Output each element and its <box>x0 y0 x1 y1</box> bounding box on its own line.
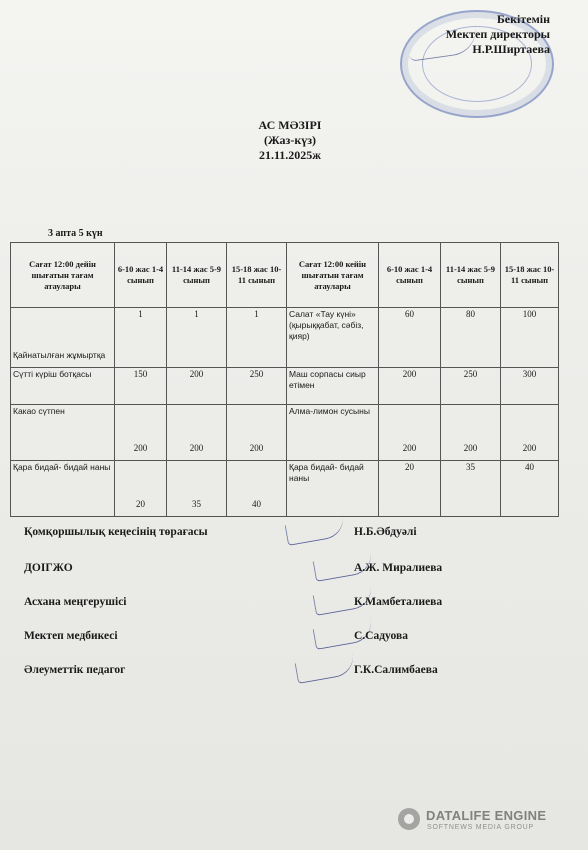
table-cell: 60 <box>379 308 441 368</box>
watermark <box>398 806 568 836</box>
table-cell: 35 <box>167 461 227 517</box>
table-cell: 40 <box>227 461 287 517</box>
header-cell: 11-14 жас 5-9 сынып <box>167 243 227 308</box>
table-cell: Қара бидай- бидай наны <box>11 461 115 517</box>
table-cell: 1 <box>167 308 227 368</box>
table-cell: 200 <box>115 405 167 461</box>
document-date: 21.11.2025ж <box>258 148 322 162</box>
table-cell: Қара бидай- бидай наны <box>287 461 379 517</box>
table-cell: 200 <box>441 405 501 461</box>
header-cell: 15-18 жас 10-11 сынып <box>501 243 559 308</box>
signer-role: Қомқоршылық кеңесінің төрағасы <box>24 526 208 538</box>
header-cell: 6-10 жас 1-4 сынып <box>379 243 441 308</box>
approval-line1: Бекітемін <box>496 12 550 26</box>
signer-name: А.Ж. Миралиева <box>354 562 443 574</box>
document-season: (Жаз-күз) <box>263 133 317 147</box>
table-cell: 300 <box>501 368 559 405</box>
table-row <box>11 368 559 405</box>
document-title: АС МӘЗІРІ <box>258 118 322 132</box>
approval-line3: Н.Р.Ширтаева <box>472 42 550 56</box>
table-cell: Сүтті күріш ботқасы <box>11 368 115 405</box>
table-cell: Алма-лимон сусыны <box>287 405 379 461</box>
datalife-logo-icon <box>398 808 420 830</box>
signer-row <box>24 562 564 584</box>
table-cell: 100 <box>501 308 559 368</box>
signer-row <box>24 596 564 618</box>
document-heading <box>170 118 410 163</box>
table-row <box>11 405 559 461</box>
table-cell: 200 <box>167 405 227 461</box>
signature-scribble <box>285 515 347 546</box>
header-cell: 6-10 жас 1-4 сынып <box>115 243 167 308</box>
table-cell: Қайнатылған жұмыртқа <box>11 308 115 368</box>
table-cell: 200 <box>379 368 441 405</box>
signer-role: Асхана меңгерушісі <box>24 596 127 608</box>
approval-line2: Мектеп директоры <box>445 27 550 41</box>
table-row <box>11 461 559 517</box>
signer-name: Н.Б.Әбдуәлі <box>354 526 417 538</box>
table-cell: 35 <box>441 461 501 517</box>
table-row <box>11 308 559 368</box>
signature-scribble <box>295 653 357 684</box>
table-cell: 200 <box>167 368 227 405</box>
signer-row <box>24 664 564 686</box>
table-cell: 20 <box>379 461 441 517</box>
table-cell: 200 <box>227 405 287 461</box>
signer-row <box>24 526 564 548</box>
signer-name: К.Мамбеталиева <box>354 596 443 608</box>
table-cell: Маш сорпасы сиыр етімен <box>287 368 379 405</box>
header-cell: Сағат 12:00 дейін шығатын тағам атаулары <box>11 243 115 308</box>
table-cell: 250 <box>441 368 501 405</box>
table-header-row <box>11 243 559 308</box>
table-cell: Салат «Тау күні» (қырыққабат, сәбіз, қияр) <box>287 308 379 368</box>
table-cell: 1 <box>227 308 287 368</box>
watermark-sub: SOFTNEWS MEDIA GROUP <box>427 824 535 831</box>
table-cell: 150 <box>115 368 167 405</box>
approval-block <box>390 12 550 57</box>
table-cell: 40 <box>501 461 559 517</box>
header-cell: 15-18 жас 10-11 сынып <box>227 243 287 308</box>
signer-name: Г.К.Салимбаева <box>354 664 438 676</box>
header-cell: 11-14 жас 5-9 сынып <box>441 243 501 308</box>
table-cell: 250 <box>227 368 287 405</box>
header-cell: Сағат 12:00 кейін шығатын тағам атаулары <box>287 243 379 308</box>
table-cell: 200 <box>501 405 559 461</box>
table-cell: 80 <box>441 308 501 368</box>
signer-name: С.Садуова <box>354 630 408 642</box>
table-cell: 200 <box>379 405 441 461</box>
table-cell: Какао сүтпен <box>11 405 115 461</box>
week-label: 3 апта 5 күн <box>48 228 103 239</box>
menu-table <box>10 242 559 517</box>
signer-role: Әлеуметтік педагог <box>24 664 126 676</box>
table-cell: 1 <box>115 308 167 368</box>
signer-row <box>24 630 564 652</box>
table-cell: 20 <box>115 461 167 517</box>
signer-role: Мектеп медбикесі <box>24 630 118 642</box>
watermark-brand: DATALIFE ENGINE <box>426 808 547 823</box>
signer-role: ДОІГЖО <box>24 562 73 574</box>
